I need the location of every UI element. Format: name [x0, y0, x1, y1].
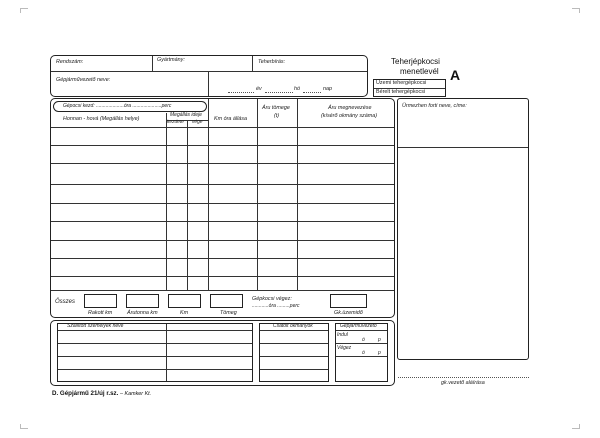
col-aru-megnevezese-sub: (kísérő okmány száma): [321, 113, 378, 119]
teherbiras-label: Teherbírás:: [258, 59, 286, 65]
driver-indul-p: p: [378, 337, 381, 343]
driver-vegez: Végez: [337, 345, 352, 351]
start-time-label: Gépocsi kezd: ....................óra .....................perc: [63, 103, 172, 109]
col-vege-header: vége: [192, 120, 203, 125]
table-row-line: [51, 276, 394, 277]
passengers-row-line: [58, 369, 252, 370]
table-row-line: [51, 145, 394, 146]
col-line-kezdete: [166, 113, 167, 290]
crop-mark-bl: [20, 424, 28, 429]
driver-indul: Indul: [337, 332, 348, 338]
table-row-line: [51, 221, 394, 222]
header-divider: [51, 71, 367, 72]
route-table: [50, 98, 395, 318]
crop-mark-tl: [20, 8, 28, 13]
gyartmany-label: Gyártmány:: [157, 57, 185, 63]
right-panel-divider: [398, 147, 528, 148]
gepkocsi-vegez-label: Gépkocsi végez:: [252, 296, 292, 302]
table-row-line: [51, 240, 394, 241]
table-row-line: [51, 163, 394, 164]
passengers-table: [57, 323, 253, 382]
documents-header-line: [260, 330, 328, 331]
km-label: Km: [180, 310, 189, 316]
passengers-label: Szállított személyek neve: [67, 323, 124, 329]
crop-mark-br: [572, 424, 580, 429]
checkbox-uzemi[interactable]: Üzemi tehergépkocsi: [376, 80, 427, 86]
arutonna-km-box[interactable]: [126, 294, 159, 308]
gk-uzemido-box[interactable]: [330, 294, 367, 308]
passengers-col-split: [166, 324, 167, 381]
documents-label: Csatolt okmányok: [273, 323, 313, 329]
date-nap: nap: [323, 86, 332, 92]
date-ho: hó: [294, 86, 300, 92]
documents-row-line: [260, 369, 328, 370]
table-row-line: [51, 258, 394, 259]
date-dots-1: [228, 92, 254, 93]
right-panel: [397, 98, 529, 360]
signature-label: gk.vezető aláírása: [441, 380, 485, 386]
form-code: D. Gépjármű 21/új r.sz.: [52, 390, 119, 397]
col-aru-tomege-unit: (t): [274, 113, 280, 119]
right-panel-label: Ürmezhen forti neve, címe:: [402, 103, 467, 109]
signature-line: [398, 377, 529, 378]
arutonna-km-label: Árutonna km: [127, 310, 158, 316]
gepjarmuvezeto-label: Gépjárművezető neve:: [56, 77, 111, 83]
title-line1: Teherjépkocsi: [391, 57, 440, 66]
col-aru-tomege-header: Áru tömege: [262, 105, 290, 111]
driver-header-line: [336, 330, 387, 331]
header-vline-3: [208, 71, 209, 96]
driver-mid-line-2: [336, 356, 387, 357]
rendszam-label: Rendszám:: [56, 59, 84, 65]
driver-indul-o: ó: [362, 337, 365, 343]
date-ev: év: [256, 86, 262, 92]
documents-row-line: [260, 343, 328, 344]
date-dots-2: [265, 92, 293, 93]
tomeg-label: Tömeg: [220, 310, 237, 316]
col-aru-megnevezese-header: Áru megnevezése: [328, 105, 372, 111]
header-box: [50, 55, 368, 97]
date-dots-3: [303, 92, 321, 93]
km-box[interactable]: [168, 294, 201, 308]
vegez-ora-perc: ............óra .........perc: [252, 303, 300, 309]
header-vline-2: [252, 56, 253, 71]
col-kezdete-header: kezdete: [167, 120, 184, 125]
publisher: – Kamker Kt.: [120, 391, 152, 397]
driver-mid-line: [336, 343, 387, 344]
passengers-row-line: [58, 343, 252, 344]
title-line2: menetlevél: [400, 67, 439, 76]
gk-uzemido-label: Gk.üzemidő: [334, 310, 363, 316]
rakott-km-box[interactable]: [84, 294, 117, 308]
header-row-bottom: [51, 127, 394, 128]
col-megallas-header: Megállás ideje: [170, 112, 202, 118]
table-bottom-line: [51, 290, 394, 291]
header-vline-1: [152, 56, 153, 71]
checkbox-berelt[interactable]: Bérelt tehergépkocsi: [376, 89, 426, 95]
driver-label: Gépjárművezető: [340, 323, 377, 329]
tomeg-box[interactable]: [210, 294, 243, 308]
title-letter: A: [450, 67, 461, 83]
rakott-km-label: Rakott km: [88, 310, 113, 316]
passengers-header-line: [58, 330, 252, 331]
table-row-line: [51, 203, 394, 204]
col-honnan-header: Honnan - hová (Megállás helye): [63, 116, 140, 122]
crop-mark-tr: [572, 8, 580, 13]
driver-vegez-o: ó: [362, 350, 365, 356]
passengers-row-line: [58, 356, 252, 357]
documents-table: [259, 323, 329, 382]
col-kmora-header: Km óra állása: [214, 116, 247, 122]
table-row-line: [51, 184, 394, 185]
osszes-label: Összes: [55, 299, 76, 305]
driver-vegez-p: p: [378, 350, 381, 356]
documents-row-line: [260, 356, 328, 357]
